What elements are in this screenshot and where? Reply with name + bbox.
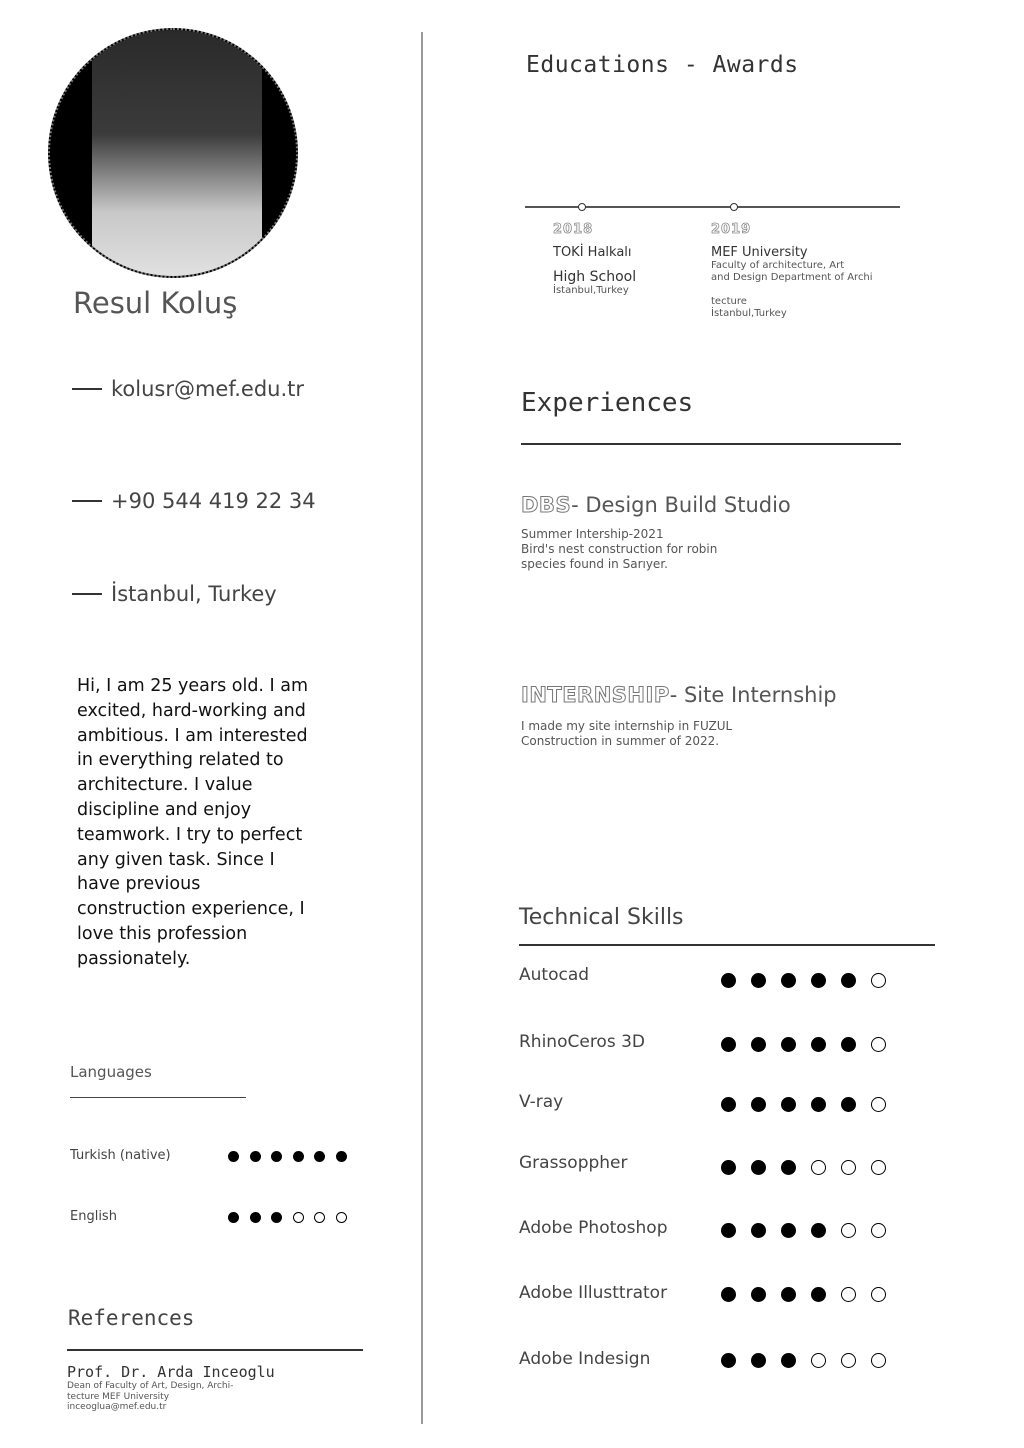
rating-dot-filled [271,1212,282,1223]
rating-dot-filled [721,1287,736,1302]
experiences-heading: Experiences [521,388,694,418]
rating-dot-filled [293,1151,304,1162]
education-heading: Educations - Awards [526,52,799,78]
rating-dot-empty [811,1160,826,1175]
skill-rating-grasshopper [721,1160,901,1175]
experiences-rule [521,443,901,445]
rating-dot-filled [721,1097,736,1112]
skill-rating-autocad [721,973,901,988]
experience-line-2: Construction in summer of 2022. [521,734,720,748]
rating-dot-empty [336,1212,347,1223]
education-faculty-line-1: Faculty of architecture, Art [711,260,845,271]
experience-item-dbs [521,493,791,572]
reference-line-1: Dean of Faculty of Art, Design, Archi- [67,1381,234,1391]
rating-dot-filled [721,1160,736,1175]
reference-details [67,1381,267,1413]
rating-dot-filled [751,1160,766,1175]
rating-dot-filled [751,1037,766,1052]
experience-item-internship [521,683,837,749]
rating-dot-filled [228,1212,239,1223]
rating-dot-empty [811,1353,826,1368]
rating-dot-filled [781,1223,796,1238]
rating-dot-filled [751,1287,766,1302]
languages-rule [70,1097,246,1098]
rating-dot-empty [871,1037,886,1052]
skills-rule [519,944,935,946]
experience-tag: DBS [521,493,572,517]
rating-dot-filled [751,973,766,988]
location-row [72,582,277,606]
skill-rating-photoshop [721,1223,901,1238]
rating-dot-filled [721,1353,736,1368]
dash-icon [72,388,102,390]
rating-dot-filled [811,1223,826,1238]
rating-dot-filled [811,1037,826,1052]
rating-dot-filled [751,1097,766,1112]
column-divider [421,32,423,1424]
rating-dot-filled [841,1037,856,1052]
education-location: İstanbul,Turkey [553,285,629,296]
languages-heading: Languages [70,1063,152,1081]
skill-label-grasshopper: Grassoppher [519,1153,628,1173]
education-school-type: High School [553,269,637,285]
dash-icon [72,500,102,502]
rating-dot-filled [250,1151,261,1162]
skill-label-illustrator: Adobe Illusttrator [519,1283,668,1303]
skill-label-vray: V-ray [519,1092,564,1112]
rating-dot-filled [721,1037,736,1052]
rating-dot-filled [781,1353,796,1368]
education-school: MEF University [711,245,808,260]
rating-dot-filled [781,1287,796,1302]
rating-dot-empty [314,1212,325,1223]
skill-label-photoshop: Adobe Photoshop [519,1218,668,1238]
education-year: 2018 [553,222,594,237]
rating-dot-filled [841,1097,856,1112]
skills-heading: Technical Skills [519,905,684,930]
reference-email[interactable]: inceoglua@mef.edu.tr [67,1402,167,1412]
rating-dot-filled [721,973,736,988]
rating-dot-filled [314,1151,325,1162]
experience-line-1: I made my site internship in FUZUL [521,719,733,733]
profile-photo [48,28,298,278]
dash-icon [72,593,102,595]
references-rule [67,1349,363,1351]
education-location: İstanbul,Turkey [711,308,787,319]
language-label-english: English [70,1209,117,1224]
references-heading: References [68,1306,195,1330]
experience-line-2: Bird's nest construction for robin [521,542,718,556]
rating-dot-empty [871,1353,886,1368]
timeline-node [578,203,586,211]
rating-dot-filled [336,1151,347,1162]
rating-dot-filled [781,973,796,988]
rating-dot-filled [781,1160,796,1175]
language-label-turkish: Turkish (native) [70,1148,171,1163]
education-year: 2019 [711,222,752,237]
rating-dot-filled [228,1151,239,1162]
rating-dot-filled [811,1097,826,1112]
rating-dot-empty [841,1287,856,1302]
skill-rating-vray [721,1097,901,1112]
rating-dot-empty [871,1287,886,1302]
rating-dot-filled [751,1353,766,1368]
rating-dot-filled [811,973,826,988]
email-text[interactable]: kolusr@mef.edu.tr [111,377,304,401]
rating-dot-filled [250,1212,261,1223]
education-school: TOKİ Halkalı [553,245,632,260]
rating-dot-empty [841,1353,856,1368]
rating-dot-filled [721,1223,736,1238]
education-faculty-line-3: tecture [711,296,747,307]
profile-photo-image [92,30,262,278]
skill-rating-rhinoceros [721,1037,901,1052]
skill-label-rhinoceros: RhinoCeros 3D [519,1032,645,1052]
rating-dot-empty [871,973,886,988]
phone-row [72,489,316,513]
bio-paragraph: Hi, I am 25 years old. I am excited, hard-working and ambitious. I am interested in everything related to architecture. I value discipline and enjoy teamwork. I try to perfect any given task. Since I have previous construction experience, I love this profession passionately. [77,676,309,969]
education-faculty-line-2: and Design Department of Archi [711,272,873,283]
skill-label-autocad: Autocad [519,965,590,985]
rating-dot-empty [841,1160,856,1175]
rating-dot-empty [871,1223,886,1238]
reference-name: Prof. Dr. Arda Inceoglu [67,1363,275,1381]
rating-dot-filled [841,973,856,988]
rating-dot-empty [841,1223,856,1238]
rating-dot-filled [811,1287,826,1302]
skill-rating-illustrator [721,1287,901,1302]
timeline-node [730,203,738,211]
experience-line-1: Summer Intership-2021 [521,527,664,541]
phone-text: +90 544 419 22 34 [111,489,316,513]
rating-dot-empty [871,1097,886,1112]
skill-label-indesign: Adobe Indesign [519,1349,651,1369]
rating-dot-filled [781,1037,796,1052]
education-item-2019 [711,222,873,320]
experience-title: - Site Internship [669,683,837,707]
skill-rating-indesign [721,1353,901,1368]
experience-line-3: species found in Sarıyer. [521,557,668,571]
language-rating-english [228,1212,358,1223]
rating-dot-empty [871,1160,886,1175]
rating-dot-filled [271,1151,282,1162]
education-item-2018 [553,222,636,297]
email-row [72,377,304,401]
rating-dot-filled [781,1097,796,1112]
rating-dot-empty [293,1212,304,1223]
location-text: İstanbul, Turkey [111,582,277,606]
rating-dot-filled [751,1223,766,1238]
experience-tag: INTERNSHIP [521,683,670,707]
person-name: Resul Koluş [73,286,238,320]
experience-title: - Design Build Studio [571,493,791,517]
language-rating-turkish [228,1151,358,1162]
reference-line-2: tecture MEF University [67,1391,170,1402]
